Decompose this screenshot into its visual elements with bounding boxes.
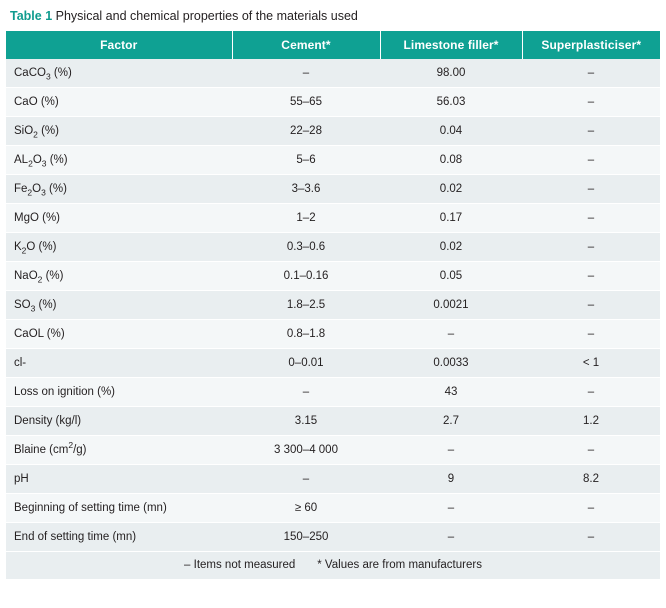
footnote-not-measured: – Items not measured [184, 559, 296, 571]
header-row [6, 31, 660, 59]
column-header-limestone-filler: Limestone filler* [380, 31, 522, 59]
table-row [6, 59, 660, 88]
cell-value: – [522, 320, 660, 349]
table-row [6, 233, 660, 262]
cell-factor: CaOL (%) [6, 320, 232, 349]
cell-value: – [522, 117, 660, 146]
table-row [6, 88, 660, 117]
cell-factor: Beginning of setting time (mn) [6, 494, 232, 523]
table-row [6, 146, 660, 175]
cell-value: 3.15 [232, 407, 380, 436]
cell-value: 0.0021 [380, 291, 522, 320]
table-row [6, 436, 660, 465]
column-header-cement: Cement* [232, 31, 380, 59]
cell-value: – [522, 291, 660, 320]
cell-factor: SiO$_2$ (%) [6, 117, 232, 146]
cell-value: – [232, 378, 380, 407]
cell-value: 0.08 [380, 146, 522, 175]
cell-factor: $AL_2O_3$ (%) [6, 146, 232, 175]
cell-value: – [522, 88, 660, 117]
cell-value: 9 [380, 465, 522, 494]
table-row [6, 291, 660, 320]
cell-factor: $Fe_2O_3$ (%) [6, 175, 232, 204]
table-row [6, 349, 660, 378]
cell-value: – [522, 59, 660, 88]
table-row [6, 465, 660, 494]
cell-value: < 1 [522, 349, 660, 378]
cell-factor: End of setting time (mn) [6, 523, 232, 552]
cell-value: 150–250 [232, 523, 380, 552]
cell-factor: MgO (%) [6, 204, 232, 233]
properties-table [6, 31, 660, 579]
cell-value: ≥ 60 [232, 494, 380, 523]
cell-value: – [380, 523, 522, 552]
cell-value: 1.2 [522, 407, 660, 436]
table-row [6, 117, 660, 146]
table-row [6, 320, 660, 349]
table-row [6, 204, 660, 233]
cell-value: 43 [380, 378, 522, 407]
cell-value: 2.7 [380, 407, 522, 436]
cell-value: 55–65 [232, 88, 380, 117]
table-foot [6, 552, 660, 580]
table-caption-text: Physical and chemical properties of the materials used [55, 9, 358, 23]
cell-value: 1.8–2.5 [232, 291, 380, 320]
cell-factor: CaO (%) [6, 88, 232, 117]
cell-value: 0.17 [380, 204, 522, 233]
cell-value: – [380, 320, 522, 349]
cell-value: 0.0033 [380, 349, 522, 378]
cell-value: – [380, 436, 522, 465]
footnotes-cell [6, 552, 660, 580]
table-caption-label: Table 1 [10, 9, 53, 23]
cell-factor: cl- [6, 349, 232, 378]
footnote-row [6, 552, 660, 580]
cell-factor: pH [6, 465, 232, 494]
cell-value: 0.1–0.16 [232, 262, 380, 291]
cell-value: 1–2 [232, 204, 380, 233]
cell-value: 0.04 [380, 117, 522, 146]
cell-value: – [522, 262, 660, 291]
table-caption [6, 8, 660, 31]
table-row [6, 407, 660, 436]
cell-value: 3–3.6 [232, 175, 380, 204]
table-row [6, 523, 660, 552]
cell-factor: CaCO$_3$ (%) [6, 59, 232, 88]
cell-value: 5–6 [232, 146, 380, 175]
cell-value: 0.05 [380, 262, 522, 291]
table-row [6, 378, 660, 407]
table-row [6, 494, 660, 523]
table-body [6, 59, 660, 552]
table-row [6, 262, 660, 291]
cell-value: 0–0.01 [232, 349, 380, 378]
cell-factor: NaO$_2$ (%) [6, 262, 232, 291]
cell-value: – [232, 59, 380, 88]
footnote-manufacturers: * Values are from manufacturers [317, 559, 482, 571]
cell-value: – [522, 233, 660, 262]
column-header-superplasticiser: Superplasticiser* [522, 31, 660, 59]
table-row [6, 175, 660, 204]
cell-factor: Loss on ignition (%) [6, 378, 232, 407]
cell-value: 3 300–4 000 [232, 436, 380, 465]
cell-value: – [522, 175, 660, 204]
column-header-factor: Factor [6, 31, 232, 59]
cell-factor: Blaine $(cm^2/g)$ [6, 436, 232, 465]
cell-value: – [522, 436, 660, 465]
cell-value: 0.02 [380, 175, 522, 204]
cell-value: – [380, 494, 522, 523]
cell-factor: $K_2O$ (%) [6, 233, 232, 262]
cell-value: – [522, 204, 660, 233]
cell-value: 98.00 [380, 59, 522, 88]
cell-value: – [522, 523, 660, 552]
cell-value: – [522, 146, 660, 175]
cell-factor: Density (kg/l) [6, 407, 232, 436]
cell-value: 8.2 [522, 465, 660, 494]
cell-value: – [232, 465, 380, 494]
cell-value: 0.8–1.8 [232, 320, 380, 349]
cell-value: 0.02 [380, 233, 522, 262]
table-head [6, 31, 660, 59]
cell-value: 22–28 [232, 117, 380, 146]
cell-value: – [522, 378, 660, 407]
cell-factor: $SO_3$ (%) [6, 291, 232, 320]
cell-value: – [522, 494, 660, 523]
cell-value: 0.3–0.6 [232, 233, 380, 262]
cell-value: 56.03 [380, 88, 522, 117]
